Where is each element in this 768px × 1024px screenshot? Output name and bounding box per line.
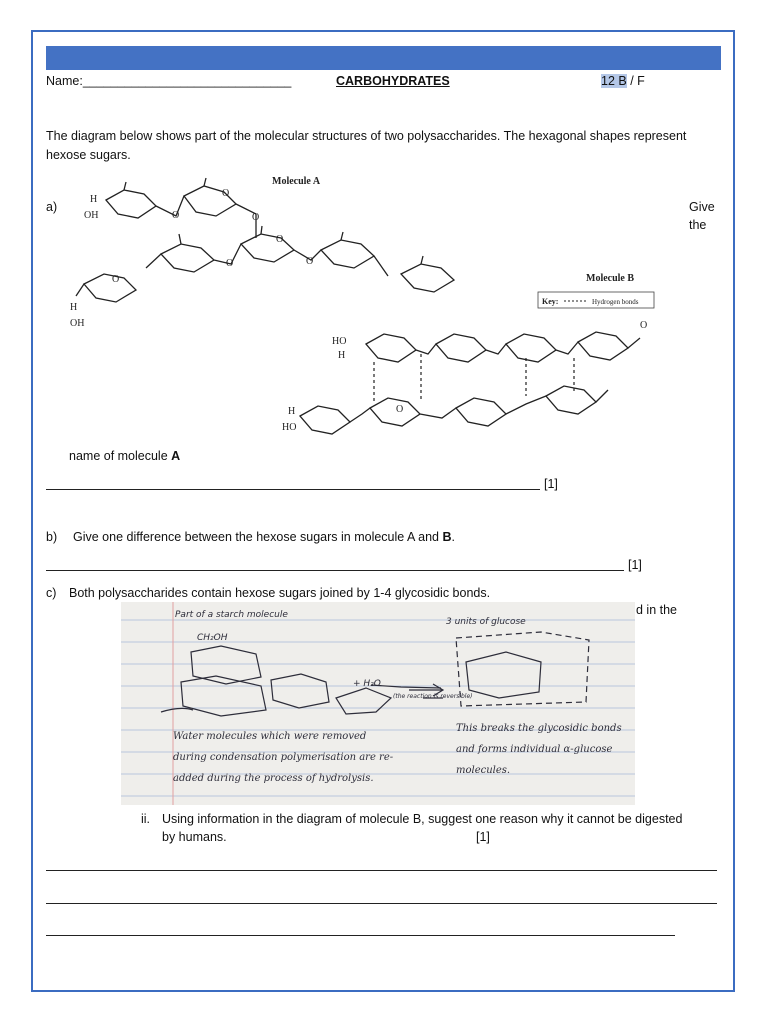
key-box [538, 292, 654, 308]
atom-o-3: O [252, 212, 260, 223]
answer-line-c-ii-3[interactable] [46, 935, 675, 936]
hw-note-right: This breaks the glycosidic bonds and forms individual α-glucose molecules. [456, 723, 622, 776]
atom-o-5: O [226, 258, 234, 269]
atom-h-1: H [90, 194, 98, 205]
atom-o-1: O [222, 188, 230, 199]
name-blank: ______________________________ [82, 74, 292, 88]
answer-line-c-ii-2[interactable] [46, 903, 717, 904]
atom-ho-1: HO [332, 336, 347, 347]
worksheet-title: CARBOHYDRATES [336, 74, 450, 88]
hw-top-left: Part of a starch molecule [175, 610, 288, 620]
molecule-b-title: Molecule B [586, 273, 635, 284]
atom-o-4: O [276, 234, 284, 245]
polysaccharide-diagram [66, 168, 676, 444]
handwritten-photo [121, 602, 635, 805]
atom-o-7: O [112, 274, 120, 285]
question-c-ii-line2: by humans. [162, 830, 227, 844]
atom-oh-1: OH [84, 210, 99, 221]
hw-reversible: (the reaction is reversible) [393, 693, 473, 700]
question-c-ii-line1: Using information in the diagram of molecule B, suggest one reason why it cannot be digested [162, 812, 683, 826]
question-c-overlap-fragment: d in the [636, 603, 678, 617]
hw-h2o: + H₂O [353, 679, 381, 689]
answer-line-a[interactable] [46, 489, 540, 490]
header-bar [46, 46, 721, 70]
class-code: 12 B / F [601, 74, 645, 88]
question-a-side-word-2: the [689, 218, 707, 232]
atom-o-6: O [306, 256, 314, 267]
molecule-a-title: Molecule A [272, 176, 321, 187]
atom-o-2: O [172, 210, 180, 221]
atom-o-9: O [640, 320, 648, 331]
key-label: Key: [542, 297, 559, 306]
answer-line-b[interactable] [46, 570, 624, 571]
question-a-label: a) [46, 200, 58, 214]
answer-line-c-ii-1[interactable] [46, 870, 717, 871]
question-a-prompt: name of molecule A [69, 449, 181, 463]
question-a-marks: [1] [544, 477, 558, 491]
atom-h-4: H [288, 406, 296, 417]
hw-note-left: Water molecules which were removed during condensation polymerisation are re-added during the process of hydrolysis. [173, 731, 394, 784]
atom-o-8: O [396, 404, 404, 415]
question-c-ii-marks: [1] [476, 830, 490, 844]
question-a-side-word-1: Give [689, 200, 715, 214]
atom-ho-2: HO [282, 422, 297, 433]
question-b-prompt: Give one difference between the hexose sugars in molecule A and B. [73, 530, 455, 544]
question-c-prompt: Both polysaccharides contain hexose sugars joined by 1-4 glycosidic bonds. [69, 586, 491, 600]
question-c-label: c) [46, 586, 57, 600]
question-b-marks: [1] [628, 558, 642, 572]
question-b-label: b) [46, 530, 58, 544]
key-text: Hydrogen bonds [592, 298, 639, 306]
atom-h-3: H [338, 350, 346, 361]
hw-top-right: 3 units of glucose [446, 617, 526, 627]
name-label: Name:______________________________ [46, 74, 292, 88]
atom-h-2: H [70, 302, 78, 313]
question-c-ii-label: ii. [141, 812, 151, 826]
hw-ch2oh: CH₂OH [197, 633, 228, 643]
atom-oh-2: OH [70, 318, 85, 329]
intro-text: The diagram below shows part of the molecular structures of two polysaccharides. The hexagonal shapes represent hexose sugars. [46, 129, 687, 162]
